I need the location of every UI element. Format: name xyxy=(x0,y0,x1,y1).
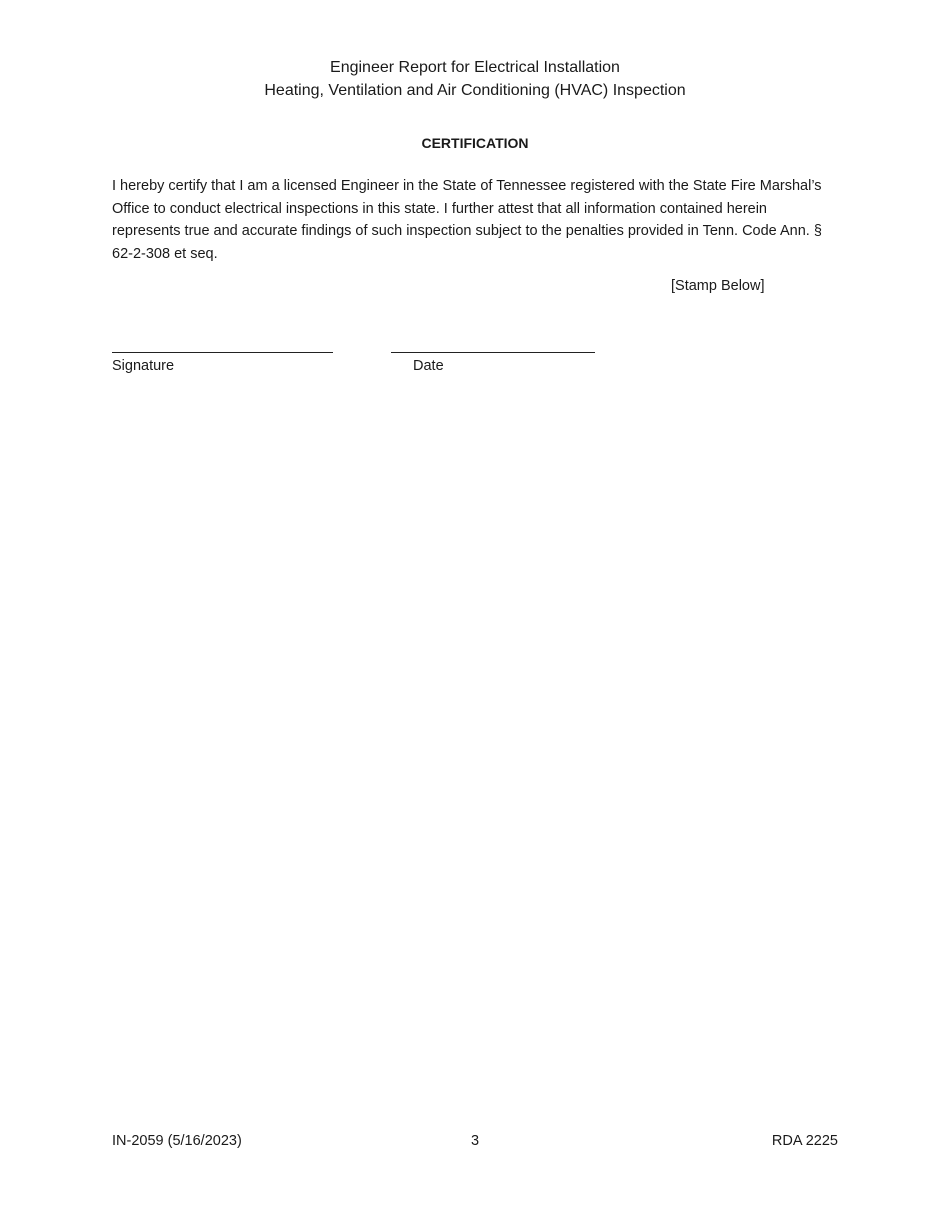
signature-label: Signature xyxy=(112,358,175,374)
date-label: Date xyxy=(413,358,444,374)
certification-statement: I hereby certify that I am a licensed Engineer in the State of Tennessee registered with the State Fire Marshal’s Office to conduct electrical inspections in this state. I further attest that all information contained herein represents true and accurate findings of such inspection subject to the penalties provided in Tenn. Code Ann. § 62-2-308 et seq. xyxy=(112,178,822,262)
date-line[interactable] xyxy=(391,352,595,353)
header-title-line1: Engineer Report for Electrical Installation xyxy=(330,59,620,76)
footer-rda: RDA 2225 xyxy=(771,1133,838,1149)
header-title-line2: Heating, Ventilation and Air Conditioning (HVAC) Inspection xyxy=(264,82,686,99)
stamp-note: [Stamp Below] xyxy=(671,278,765,294)
footer-form-id: IN-2059 (5/16/2023) xyxy=(112,1133,242,1149)
signature-line[interactable] xyxy=(112,352,333,353)
document-header xyxy=(0,56,950,102)
certification-title: CERTIFICATION xyxy=(421,135,529,151)
footer-page-number: 3 xyxy=(470,1133,480,1149)
